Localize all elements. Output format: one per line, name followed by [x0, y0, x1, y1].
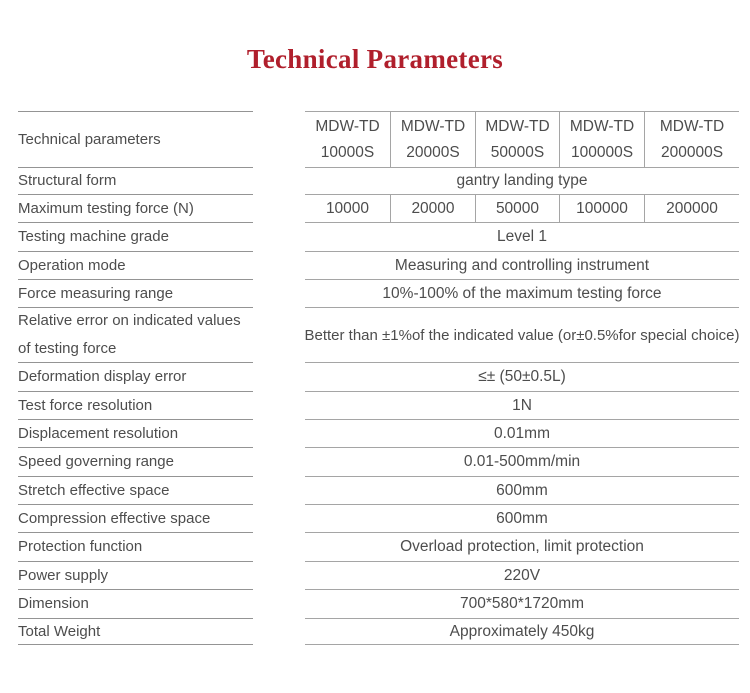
label-protection-function: Protection function	[18, 532, 253, 561]
max-force-cell: 20000	[390, 195, 475, 222]
value-deformation-display-error: ≤± (50±0.5L)	[305, 362, 739, 391]
max-force-cell: 200000	[644, 195, 739, 222]
model-header-cell: MDW-TD 10000S	[315, 117, 380, 161]
model-header-cell: MDW-TD 200000S	[644, 112, 739, 167]
spec-value-table	[305, 111, 739, 645]
label-total-weight: Total Weight	[18, 618, 253, 645]
max-force-cell: 10000	[325, 199, 370, 217]
max-force-cell: 50000	[475, 195, 559, 222]
label-deformation-display-error: Deformation display error	[18, 362, 253, 391]
value-compression-effective-space: 600mm	[305, 504, 739, 532]
label-test-force-resolution: Test force resolution	[18, 391, 253, 419]
max-force-cell: 100000	[559, 195, 644, 222]
value-speed-governing-range: 0.01-500mm/min	[305, 447, 739, 476]
value-force-measuring-range: 10%-100% of the maximum testing force	[305, 279, 739, 307]
value-dimension: 700*580*1720mm	[305, 589, 739, 618]
label-testing-machine-grade: Testing machine grade	[18, 222, 253, 251]
label-displacement-resolution: Displacement resolution	[18, 419, 253, 447]
corner-label: Technical parameters	[18, 130, 161, 148]
label-operation-mode: Operation mode	[18, 251, 253, 279]
label-maximum-testing-force: Maximum testing force (N)	[18, 194, 253, 222]
value-displacement-resolution: 0.01mm	[305, 419, 739, 447]
model-header-cell: MDW-TD 50000S	[475, 112, 559, 167]
label-power-supply: Power supply	[18, 561, 253, 589]
max-force-value-row	[305, 194, 739, 222]
value-relative-error: Better than ±1%of the indicated value (or±0.5%for special choice)	[305, 307, 739, 362]
value-test-force-resolution: 1N	[305, 391, 739, 419]
value-power-supply: 220V	[305, 561, 739, 589]
value-operation-mode: Measuring and controlling instrument	[305, 251, 739, 279]
model-header-cell: MDW-TD 20000S	[390, 112, 475, 167]
model-header-cell: MDW-TD 100000S	[559, 112, 644, 167]
model-header-row	[305, 111, 739, 167]
label-dimension: Dimension	[18, 589, 253, 618]
label-relative-error: Relative error on indicated values of testing force	[18, 307, 253, 362]
label-structural-form: Structural form	[18, 167, 253, 194]
value-structural-form: gantry landing type	[305, 167, 739, 194]
label-speed-governing-range: Speed governing range	[18, 447, 253, 476]
label-compression-effective-space: Compression effective space	[18, 504, 253, 532]
value-protection-function: Overload protection, limit protection	[305, 532, 739, 561]
value-total-weight: Approximately 450kg	[305, 618, 739, 645]
value-stretch-effective-space: 600mm	[305, 476, 739, 504]
value-testing-machine-grade: Level 1	[305, 222, 739, 251]
label-stretch-effective-space: Stretch effective space	[18, 476, 253, 504]
table-corner-cell	[18, 111, 253, 167]
parameter-label-column	[18, 111, 253, 645]
page-title: Technical Parameters	[246, 44, 504, 74]
label-force-measuring-range: Force measuring range	[18, 279, 253, 307]
